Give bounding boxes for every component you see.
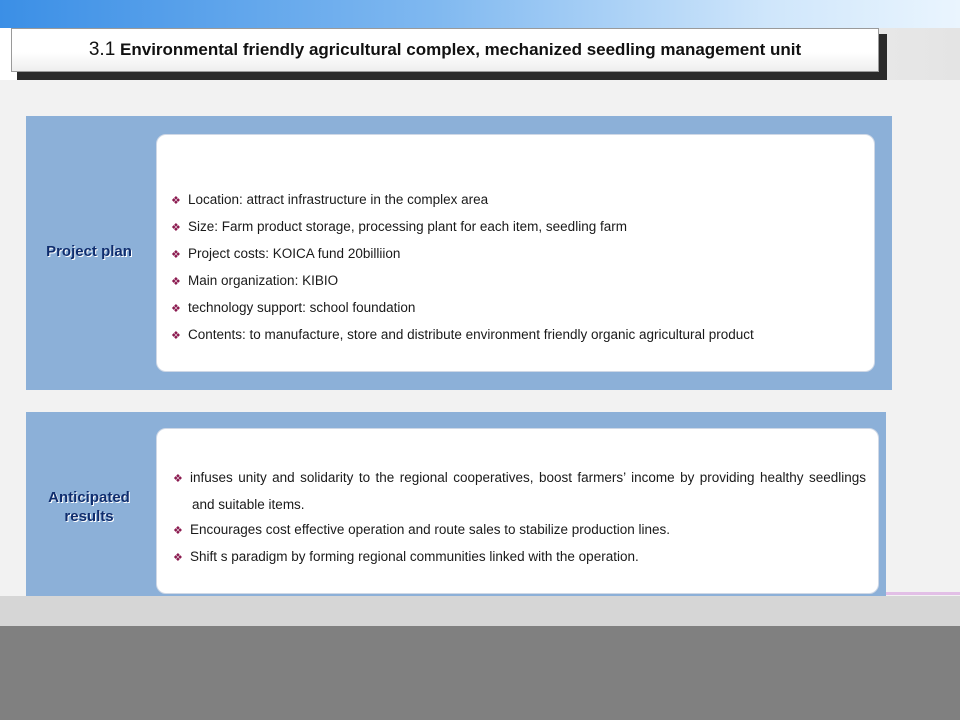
anticipated-results-content [156,428,879,594]
lower-grey-band [0,596,960,626]
anticipated-results-label: Anticipated results [48,489,130,525]
list-item: ❖ Project costs: KOICA fund 20billiion [171,241,862,268]
diamond-bullet-icon: ❖ [171,249,181,261]
slide-title-number: 3.1 [88,39,116,60]
slide-title-text: Environmental friendly agricultural complex, mechanized seedling management unit [120,40,802,59]
list-item: ❖ Size: Farm product storage, processing plant for each item, seedling farm [171,214,862,241]
anticipated-results-list [173,465,866,571]
project-plan-label: Project plan [46,243,132,260]
footer-band [0,626,960,720]
diamond-bullet-icon: ❖ [171,303,181,315]
project-plan-content [156,134,875,372]
list-item: ❖ Encourages cost effective operation and route sales to stabilize production lines. [173,517,866,544]
top-gradient-band [0,0,960,28]
diamond-bullet-icon: ❖ [173,473,183,485]
anticipated-results-panel [26,412,886,604]
diamond-bullet-icon: ❖ [171,330,181,342]
list-item: ❖ technology support: school foundation [171,295,862,322]
slide-title-box [11,28,879,72]
diamond-bullet-icon: ❖ [173,552,183,564]
list-item: ❖ infuses unity and solidarity to the regional cooperatives, boost farmers’ income by providing healthy seedlings and suitable items. [173,465,866,517]
slide-title [89,39,801,61]
project-plan-panel [26,116,892,390]
list-item: ❖ Shift s paradigm by forming regional communities linked with the operation. [173,544,866,571]
list-item: ❖ Location: attract infrastructure in the complex area [171,187,862,214]
project-plan-list [171,187,862,349]
list-item: ❖ Contents: to manufacture, store and distribute environment friendly organic agricultural product [171,322,862,349]
list-item: ❖ Main organization: KIBIO [171,268,862,295]
accent-line [886,592,960,595]
diamond-bullet-icon: ❖ [171,222,181,234]
diamond-bullet-icon: ❖ [171,276,181,288]
diamond-bullet-icon: ❖ [173,525,183,537]
diamond-bullet-icon: ❖ [171,195,181,207]
